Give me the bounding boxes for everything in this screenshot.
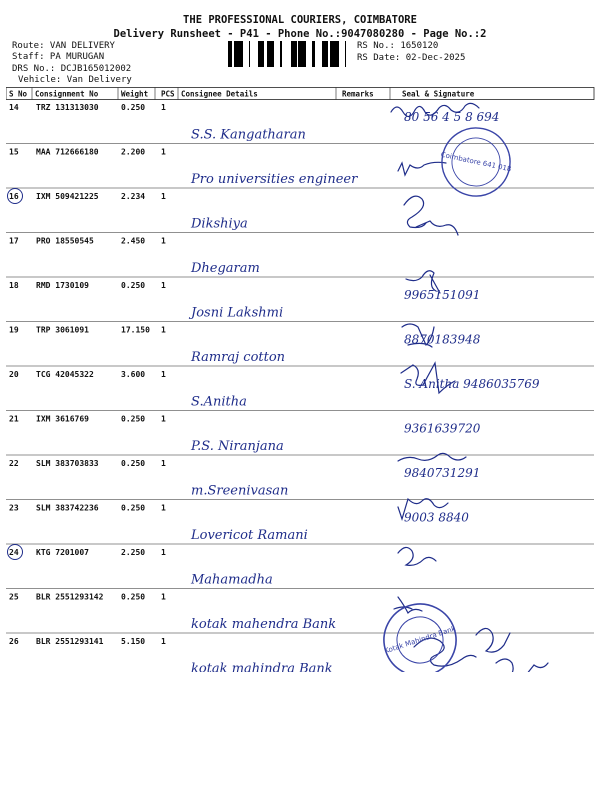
signature-phone-handwriting: 80 56 4 5 8 694 xyxy=(404,110,500,124)
barcode-bar xyxy=(231,41,232,67)
barcode-bar xyxy=(228,41,231,67)
barcode-bar xyxy=(238,41,240,67)
signature-scribble xyxy=(476,628,510,652)
pieces-count: 1 xyxy=(161,637,166,646)
consignee-handwriting: P.S. Niranjana xyxy=(191,439,284,454)
weight-value: 5.150 xyxy=(121,637,146,646)
consignee-handwriting: Josni Lakshmi xyxy=(191,305,284,321)
barcode-bar xyxy=(234,41,237,67)
pieces-count: 1 xyxy=(161,459,166,468)
barcode-bar xyxy=(298,41,300,67)
consignment-number: BLR 2551293141 xyxy=(36,637,104,646)
row-serial: 18 xyxy=(9,281,19,290)
consignee-handwriting: Dikshiya xyxy=(191,216,248,232)
stamp-text: Coimbatore 641 018 xyxy=(440,150,512,174)
barcode-bar xyxy=(292,41,294,67)
consignment-number: TRP 3061091 xyxy=(36,325,89,335)
consignment-number: PRO 18550545 xyxy=(36,236,94,246)
barcode-bar xyxy=(268,41,270,67)
signature-phone-handwriting: 8870183948 xyxy=(404,332,481,347)
barcode-bar xyxy=(280,41,282,67)
row-serial: 16 xyxy=(9,192,19,201)
column-header: Consignee Details xyxy=(181,89,258,99)
barcode-bar xyxy=(312,41,315,67)
signature-phone-handwriting: 9361639720 xyxy=(404,421,481,436)
rs-date-label: RS Date: 02-Dec-2025 xyxy=(357,53,466,63)
column-header: S No xyxy=(9,89,28,99)
row-serial: 20 xyxy=(9,370,19,379)
column-header: Remarks xyxy=(342,89,374,99)
vehicle-label: Vehicle: Van Delivery xyxy=(18,75,132,85)
row-serial: 14 xyxy=(9,103,19,112)
signature-scribble xyxy=(398,162,446,175)
barcode-bar xyxy=(334,41,336,67)
barcode-bar xyxy=(258,41,261,67)
weight-value: 2.450 xyxy=(121,236,146,246)
consignment-number: MAA 712666180 xyxy=(36,147,99,157)
barcode-bar xyxy=(324,41,327,67)
weight-value: 3.600 xyxy=(121,370,146,379)
row-serial: 25 xyxy=(9,592,19,602)
row-serial: 26 xyxy=(9,637,19,646)
consignee-handwriting: Pro universities engineer xyxy=(191,172,358,187)
consignment-number: SLM 383703833 xyxy=(36,459,99,468)
consignee-handwriting: kotak mahendra Bank xyxy=(191,617,337,632)
signature-phone-handwriting: S. Anitha 9486035769 xyxy=(404,377,540,391)
column-header: Consignment No xyxy=(35,89,99,99)
consignment-number: KTG 7201007 xyxy=(36,548,89,557)
row-serial: 22 xyxy=(9,459,19,468)
row-serial: 17 xyxy=(9,236,19,246)
consignment-number: TRZ 131313030 xyxy=(36,103,99,112)
consignment-number: SLM 383742236 xyxy=(36,503,99,513)
consignee-handwriting: Lovericot Ramani xyxy=(191,528,308,543)
consignment-number: TCG 42045322 xyxy=(36,370,94,379)
pieces-count: 1 xyxy=(161,414,166,424)
barcode-bar xyxy=(270,41,273,67)
seal-stamp-coimbatore xyxy=(434,121,518,202)
barcode-bar xyxy=(240,41,243,67)
barcode-bar xyxy=(294,41,297,67)
weight-value: 0.250 xyxy=(121,592,146,602)
rs-number-label: RS No.: 1650120 xyxy=(357,41,439,51)
row-serial: 21 xyxy=(9,414,19,424)
weight-value: 2.234 xyxy=(121,192,146,201)
barcode-bar xyxy=(333,41,334,67)
signature-scribble xyxy=(398,547,436,565)
row-serial: 19 xyxy=(9,325,19,335)
weight-value: 0.250 xyxy=(121,459,146,468)
signature-scribble xyxy=(398,453,466,461)
consignee-handwriting: Dhegaram xyxy=(191,261,260,276)
consignment-number: RMD 1730109 xyxy=(36,281,89,290)
consignee-handwriting: m.Sreenivasan xyxy=(191,483,289,499)
column-header: PCS xyxy=(161,89,175,99)
pieces-count: 1 xyxy=(161,503,166,513)
pieces-count: 1 xyxy=(161,592,166,602)
weight-value: 2.250 xyxy=(121,548,146,557)
column-header: Seal & Signature xyxy=(402,89,475,99)
consignee-handwriting: Ramraj cotton xyxy=(191,350,286,365)
barcode-bar xyxy=(261,41,262,67)
consignment-number: BLR 2551293142 xyxy=(36,592,104,602)
weight-value: 0.250 xyxy=(121,103,146,112)
staff-label: Staff: PA MURUGAN xyxy=(12,52,105,62)
barcode-bar xyxy=(322,41,324,67)
consignee-handwriting: kotak mahindra Bank xyxy=(191,661,333,672)
barcode-bar xyxy=(262,41,264,67)
barcode-bar xyxy=(303,41,304,67)
barcode-bar xyxy=(267,41,268,67)
consignment-number: IXM 509421225 xyxy=(36,192,99,201)
barcode-bar xyxy=(273,41,274,67)
pieces-count: 1 xyxy=(161,236,166,246)
consignee-handwriting: S.Anitha xyxy=(191,394,247,410)
signature-phone-handwriting: 9003 8840 xyxy=(404,510,469,525)
route-label: Route: VAN DELIVERY xyxy=(12,41,115,51)
barcode-bar xyxy=(291,41,292,67)
signature-scribble xyxy=(496,659,548,672)
page-subtitle: Delivery Runsheet - P41 - Phone No.:9047080280 - Page No.:2 xyxy=(113,28,487,40)
pieces-count: 1 xyxy=(161,192,166,201)
pieces-count: 1 xyxy=(161,325,166,335)
consignment-number: IXM 3616769 xyxy=(36,414,89,424)
row-serial: 24 xyxy=(9,548,19,557)
pieces-count: 1 xyxy=(161,147,166,157)
pieces-count: 1 xyxy=(161,548,166,557)
weight-value: 2.200 xyxy=(121,147,146,157)
signature-scribble xyxy=(404,196,458,235)
barcode-bar xyxy=(249,41,250,67)
signature-phone-handwriting: 9965151091 xyxy=(404,288,481,302)
barcode-bar xyxy=(345,41,346,67)
pieces-count: 1 xyxy=(161,370,166,379)
pieces-count: 1 xyxy=(161,281,166,290)
pieces-count: 1 xyxy=(161,103,166,112)
weight-value: 0.250 xyxy=(121,414,146,424)
barcode-bar xyxy=(304,41,306,67)
drs-label: DRS No.: DCJB165012002 xyxy=(12,64,132,74)
row-serial: 23 xyxy=(9,503,19,513)
signature-phone-handwriting: 9840731291 xyxy=(404,466,481,480)
runsheet-table xyxy=(6,87,596,672)
consignee-handwriting: Mahamadha xyxy=(191,572,273,588)
barcode-bar xyxy=(330,41,333,67)
barcode-bar xyxy=(327,41,328,67)
barcode-bar xyxy=(300,41,303,67)
weight-value: 17.150 xyxy=(121,325,150,335)
consignee-handwriting: S.S. Kangatharan xyxy=(191,127,306,143)
barcode-bar xyxy=(237,41,238,67)
page-title: THE PROFESSIONAL COURIERS, COIMBATORE xyxy=(183,14,417,26)
barcode-bar xyxy=(336,41,339,67)
weight-value: 0.250 xyxy=(121,281,146,290)
row-serial: 15 xyxy=(9,147,19,157)
stamp-text: Kotak Mahindra Bank xyxy=(383,624,457,656)
weight-value: 0.250 xyxy=(121,503,146,513)
column-header: Weight xyxy=(121,89,149,99)
barcode xyxy=(228,41,352,67)
